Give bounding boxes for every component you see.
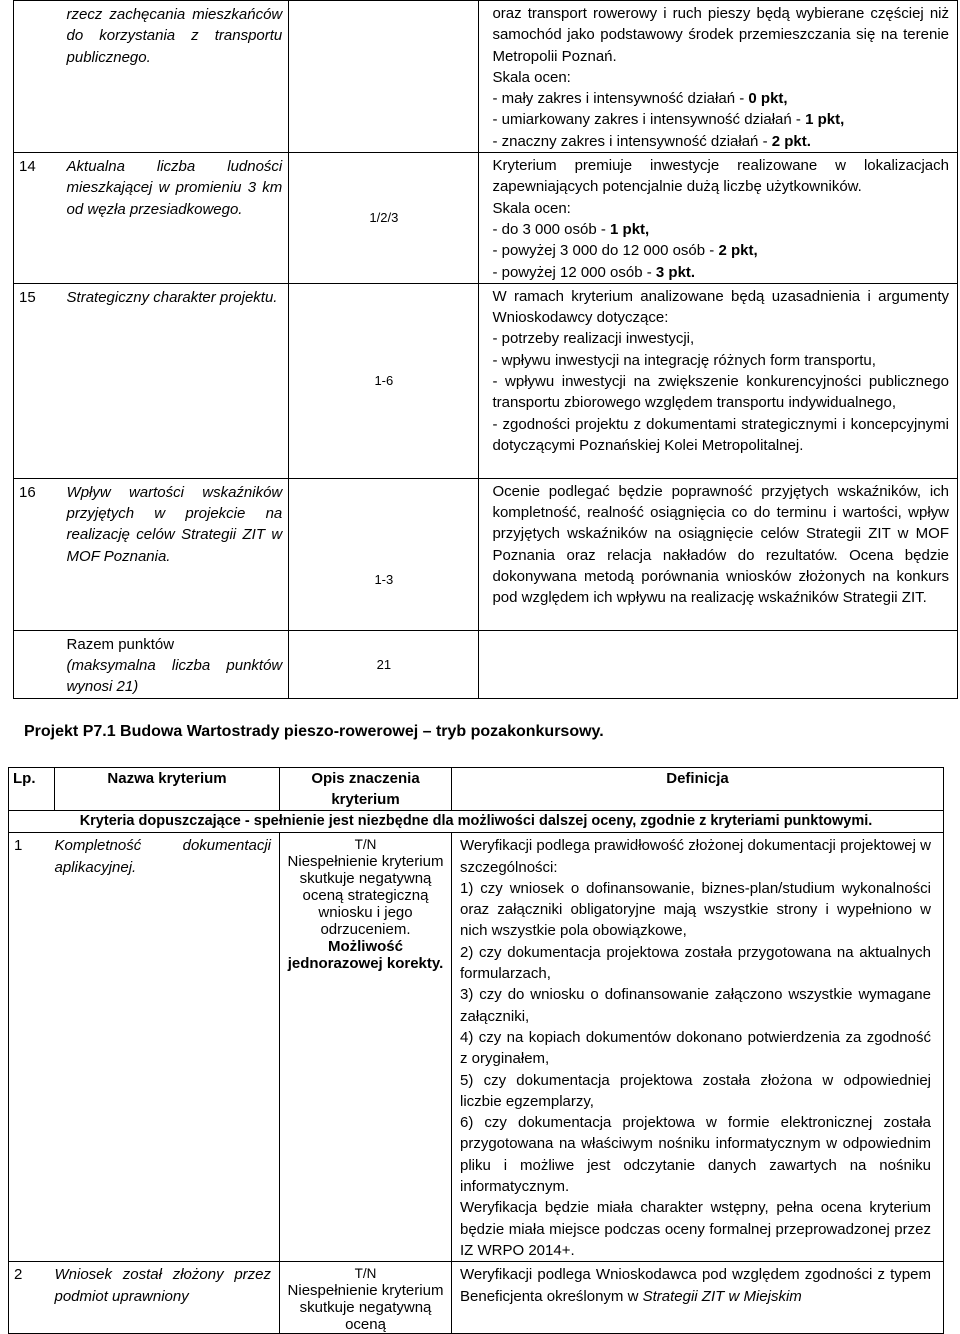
definition-line bbox=[492, 219, 949, 240]
definition-line: 6) czy dokumentacja projektowa w formie elektronicznej została przygotowana na właściwym nośniku informatycznym w odpowiednim pliku i możliwe jest odczytanie danych zawartych na nośniku informatycznym. bbox=[460, 1114, 931, 1196]
table-row bbox=[14, 283, 958, 478]
definition-text: - zgodności projektu z dokumentami strategicznymi i koncepcyjnymi dotyczącymi Poznańskiej Kolei Metropolitalnej. bbox=[492, 415, 949, 454]
definition-text: Skala ocen: bbox=[492, 68, 571, 86]
header-row bbox=[9, 768, 944, 811]
definition-line: 1) czy wniosek o dofinansowanie, biznes-plan/studium wykonalności oraz załączniki obligatoryjne mają wszystkie strony i wypełniono w nich wszystkie pola obowiązkowe, bbox=[460, 879, 931, 940]
table-row bbox=[14, 153, 958, 284]
definition-text: oraz transport rowerowy i ruch pieszy będą wybierane częściej niż samochód jako podstawowy środek przemieszczania się na terenie Metropolii Poznań. bbox=[492, 5, 949, 65]
section-label: Kryteria dopuszczające - spełnienie jest niezbędne dla możliwości dalszej oceny, zgodnie z kryteriami punktowymi. bbox=[9, 811, 944, 833]
empty-cell bbox=[479, 630, 958, 698]
points: 1/2/3 bbox=[289, 153, 479, 284]
definition-text: Ocenie podlegać będzie poprawność przyjętych wskaźników, ich kompletność, realność osiągnięcia co do terminu i wartości, wpływ przyjętych wskaźników na osiągnięcie celów Strategii ZIT w MOF Poznania oraz relacja nakładów do rezultatów. Ocena będzie dokonywana metodą porównania wniosków złożonych na konkurs pod względem ich wpływu na realizację wskaźników Strategii ZIT. bbox=[492, 482, 949, 607]
table-row bbox=[14, 1, 958, 153]
definition-text: - znaczny zakres i intensywność działań - bbox=[492, 132, 772, 150]
definition-text: Weryfikacji podlega Wnioskodawca pod względem zgodności z typem Beneficjenta określonym w bbox=[460, 1266, 931, 1305]
row-number bbox=[14, 1, 54, 153]
definition bbox=[479, 283, 958, 478]
description-text: Niespełnienie kryterium skutkuje negatywną oceną bbox=[287, 1282, 444, 1334]
definition-text: W ramach kryterium analizowane będą uzasadnienia i argumenty Wnioskodawcy dotyczące: bbox=[492, 287, 949, 327]
points bbox=[289, 1, 479, 153]
admission-criteria-table bbox=[8, 767, 944, 1334]
row-number: 1 bbox=[9, 833, 55, 1262]
table-row bbox=[14, 478, 958, 630]
definition-line: Weryfikacja będzie miała charakter wstępny, pełna ocena kryterium będzie miała miejsce podczas oceny formalnej przeprowadzonej przez IZ WRPO 2014+. bbox=[460, 1199, 931, 1259]
total-label-text: Razem punktów bbox=[66, 635, 175, 653]
score-value: 2 pkt. bbox=[771, 132, 811, 150]
definition-line bbox=[492, 198, 949, 219]
section-row bbox=[9, 811, 944, 833]
criterion-name: Kompletność dokumentacji aplikacyjnej. bbox=[55, 833, 280, 1262]
definition-line bbox=[492, 88, 949, 109]
criterion-name: Wniosek został złożony przez podmiot uprawniony bbox=[55, 1262, 280, 1334]
definition-text: - mały zakres i intensywność działań - bbox=[492, 90, 749, 108]
points: 1-6 bbox=[289, 283, 479, 478]
definition-line bbox=[492, 131, 949, 152]
total-label bbox=[54, 630, 289, 698]
definition bbox=[452, 1262, 944, 1334]
description-text: Niespełnienie kryterium skutkuje negatywną oceną strategiczną wniosku i jego odrzuceniem. bbox=[287, 853, 444, 939]
row-number: 16 bbox=[14, 478, 54, 630]
section-heading: Projekt P7.1 Budowa Wartostrady pieszo-rowerowej – tryb pozakonkursowy. bbox=[24, 723, 604, 740]
row-number: 14 bbox=[14, 153, 54, 284]
definition-line bbox=[492, 481, 949, 609]
header-name: Nazwa kryterium bbox=[55, 768, 280, 811]
definition-line bbox=[492, 240, 949, 261]
definition-line bbox=[492, 109, 949, 130]
score-value: 1 pkt, bbox=[610, 220, 650, 238]
definition-line bbox=[492, 414, 949, 457]
criterion-name: rzecz zachęcania mieszkańców do korzystania z transportu publicznego. bbox=[54, 1, 289, 153]
criterion-name: Aktualna liczba ludności mieszkającej w promieniu 3 km od węzła przesiadkowego. bbox=[54, 153, 289, 284]
definition-line bbox=[492, 155, 949, 198]
criterion-description bbox=[280, 1262, 452, 1334]
total-label-note: (maksymalna liczba punktów wynosi 21) bbox=[66, 657, 283, 696]
definition-line: 4) czy na kopiach dokumentów dokonano potwierdzenia za zgodność z oryginałem, bbox=[460, 1028, 931, 1068]
definition-line: Weryfikacji podlega prawidłowość złożonej dokumentacji projektowej w szczególności: bbox=[460, 837, 931, 876]
definition bbox=[479, 1, 958, 153]
definition bbox=[479, 478, 958, 630]
definition-text: - do 3 000 osób - bbox=[492, 220, 611, 238]
criterion-description bbox=[280, 833, 452, 1262]
definition bbox=[479, 153, 958, 284]
definition-line bbox=[492, 67, 949, 88]
definition-line: 3) czy do wniosku o dofinansowanie załączono wszystkie wymagane załączniki, bbox=[460, 986, 931, 1025]
definition-line: 2) czy dokumentacja projektowa została przygotowana na aktualnych formularzach, bbox=[460, 943, 931, 983]
definition bbox=[452, 833, 944, 1262]
description-bold: Możliwość jednorazowej korekty. bbox=[287, 938, 444, 973]
definition-line bbox=[492, 3, 949, 67]
definition-text: Skala ocen: bbox=[492, 199, 571, 217]
definition-line bbox=[492, 328, 949, 349]
definition-text: - potrzeby realizacji inwestycji, bbox=[492, 330, 695, 348]
score-value: 0 pkt, bbox=[748, 90, 788, 108]
definition-line bbox=[492, 371, 949, 414]
header-lp: Lp. bbox=[9, 768, 55, 811]
definition-line bbox=[492, 286, 949, 329]
total-row bbox=[14, 630, 958, 698]
score-value: 2 pkt, bbox=[718, 242, 758, 260]
table-row bbox=[9, 833, 944, 1262]
points: 1-3 bbox=[289, 478, 479, 630]
table-row bbox=[9, 1262, 944, 1334]
empty-cell bbox=[14, 630, 54, 698]
total-points: 21 bbox=[289, 630, 479, 698]
yes-no: T/N bbox=[354, 1266, 377, 1282]
definition-line bbox=[492, 262, 949, 283]
definition-line bbox=[492, 350, 949, 371]
row-number: 15 bbox=[14, 283, 54, 478]
criterion-name: Wpływ wartości wskaźników przyjętych w projekcie na realizację celów Strategii ZIT w MOF Poznania. bbox=[54, 478, 289, 630]
header-definition: Definicja bbox=[452, 768, 944, 811]
definition-text: - powyżej 12 000 osób - bbox=[492, 263, 656, 281]
criterion-name: Strategiczny charakter projektu. bbox=[54, 283, 289, 478]
definition-text: - wpływu inwestycji na zwiększenie konkurencyjności publicznego transportu zbiorowego względem transportu indywidualnego, bbox=[492, 373, 949, 412]
definition-italic: Strategii ZIT w Miejskim bbox=[642, 1287, 802, 1305]
score-value: 1 pkt, bbox=[805, 111, 845, 129]
definition-text: Kryterium premiuje inwestycje realizowane w lokalizacjach zapewniających potencjalnie dużą liczbę użytkowników. bbox=[492, 157, 949, 196]
header-description: Opis znaczenia kryterium bbox=[280, 768, 452, 811]
yes-no: T/N bbox=[354, 837, 377, 853]
definition-text: - powyżej 3 000 do 12 000 osób - bbox=[492, 242, 719, 260]
definition-text: - wpływu inwestycji na integrację różnych form transportu, bbox=[492, 351, 876, 369]
row-number: 2 bbox=[9, 1262, 55, 1334]
score-value: 3 pkt. bbox=[655, 263, 696, 281]
definition-text: - umiarkowany zakres i intensywność działań - bbox=[492, 111, 806, 129]
definition-line: 5) czy dokumentacja projektowa została złożona w odpowiedniej liczbie egzemplarzy, bbox=[460, 1071, 931, 1110]
criteria-table-continued bbox=[13, 0, 958, 699]
